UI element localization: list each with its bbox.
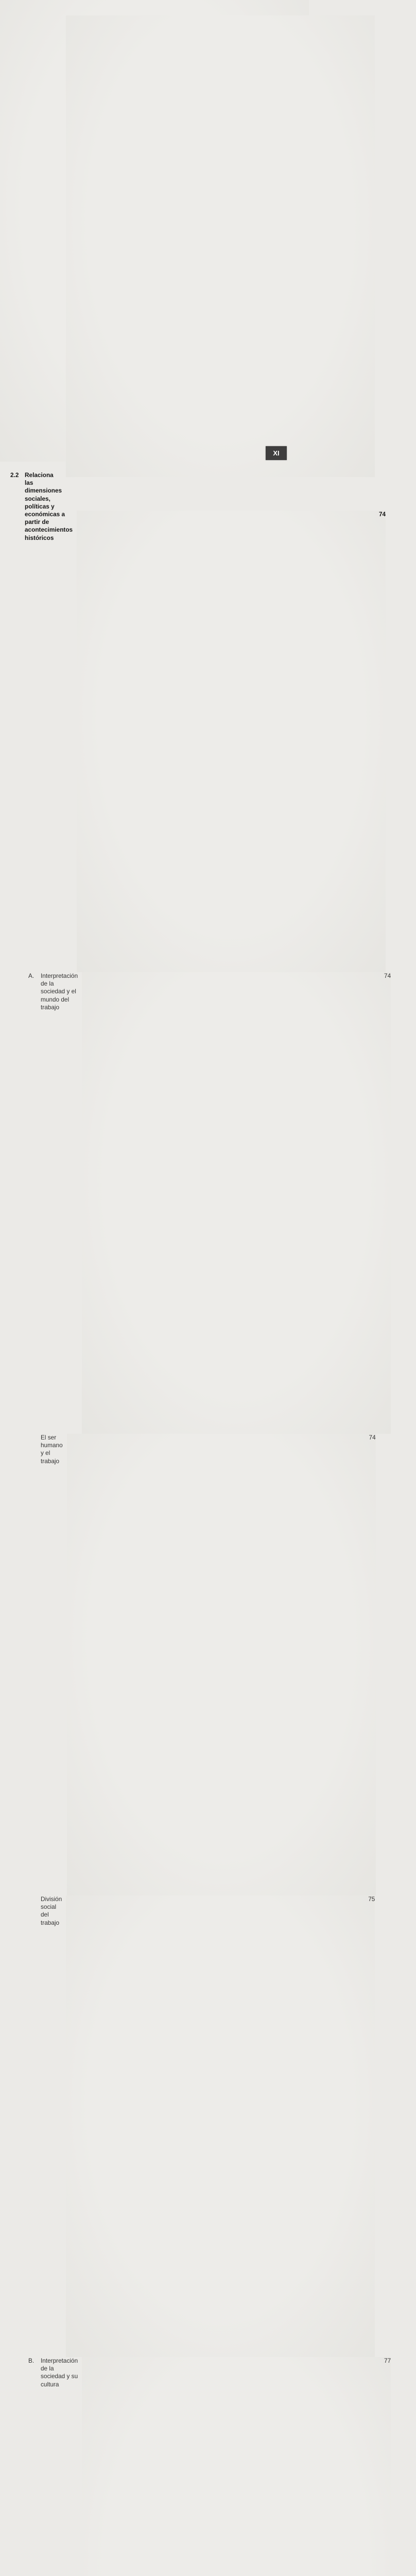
toc-row: [0, 972, 391, 1434]
toc-row-title: El ser humano y el trabajo: [41, 1434, 63, 1465]
toc-row-page-number: 77: [82, 2357, 391, 2576]
toc-row-page-number: 74: [82, 972, 391, 1434]
toc-row-title: Relaciona las dimensiones sociales, políticas y: [25, 471, 62, 510]
toc-row-page-number: [66, 15, 375, 477]
page-number-label: XI: [273, 449, 280, 457]
toc-row-marker: A.: [28, 972, 34, 980]
toc-row-page-number: 74: [77, 511, 386, 972]
toc-row-page-number: 74: [67, 1434, 376, 1895]
toc-list: [0, 15, 391, 2576]
toc-row-page-number: 75: [66, 1895, 375, 2357]
toc-row-title: Interpretación de la sociedad y su cultura: [41, 2357, 78, 2388]
toc-row: [0, 15, 286, 511]
toc-row: [0, 1895, 375, 2357]
toc-row: [0, 1434, 376, 1895]
toc-row-title: División social del trabajo: [41, 1895, 62, 1926]
page-number-badge: [266, 446, 287, 460]
toc-row-title: económicas a partir de acontecimientos históricos: [25, 511, 73, 541]
toc-row-title: Interpretación de la sociedad y el mundo del trabajo: [41, 972, 78, 1011]
toc-row: [0, 2357, 391, 2576]
toc-row-marker: 2.2: [10, 471, 19, 479]
toc-row: [0, 511, 386, 972]
toc-row-marker: B.: [28, 2357, 34, 2365]
